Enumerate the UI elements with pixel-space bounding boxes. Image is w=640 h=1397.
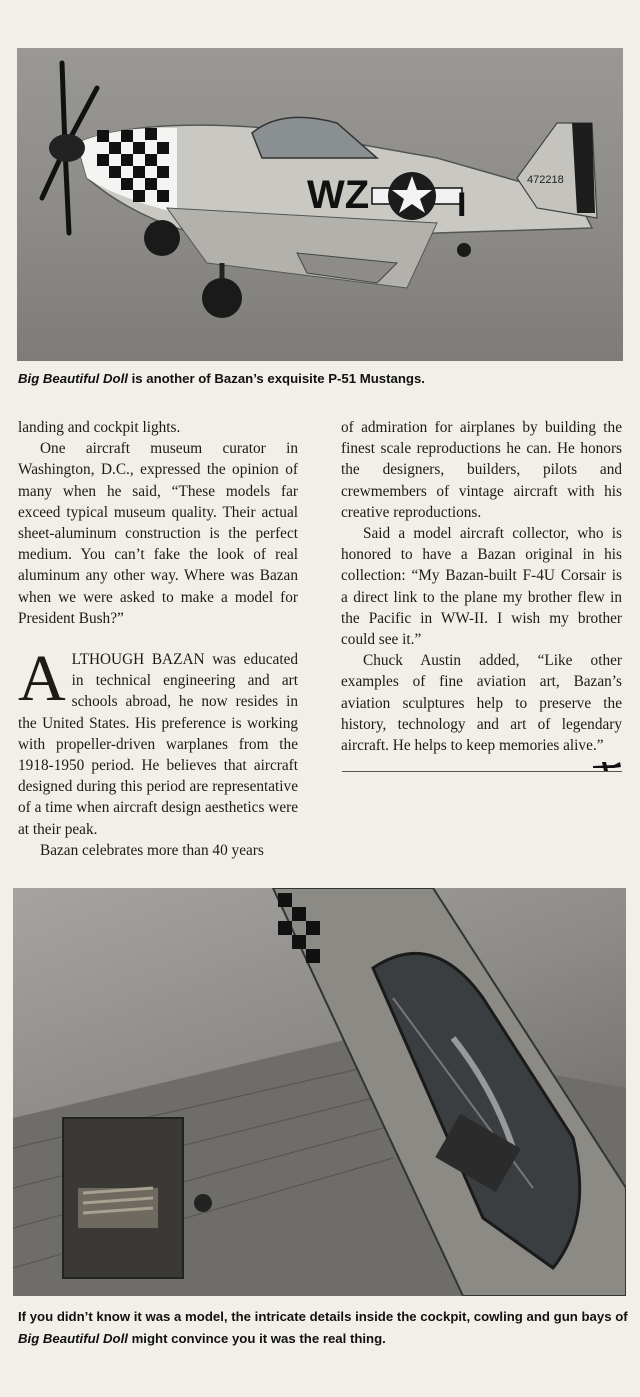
paragraph: of admiration for airplanes by building the finest scale reproductions he can. He honors the designers, builders, pilots and crewmembers of vintage aircraft with his creative reproductions. <box>341 419 622 521</box>
article-column-right <box>341 417 622 772</box>
paragraph-text: was educated in technical engineering and art schools abroad, he now resides in the United States. His preference is working with propeller-driven warplanes from the 1918-1950 period. He believes that aircraft designed during this period are representative of a time when aircraft design aesthetics were at their peak. <box>18 651 299 838</box>
section-divider <box>342 771 622 772</box>
fuselage-code: WZ <box>307 173 370 217</box>
caption-text: If you didn’t know it was a model, the intricate details inside the cockpit, cowling and gun bays of <box>18 1309 628 1324</box>
paragraph-closing <box>341 650 622 756</box>
fuselage-letter: I <box>457 186 467 224</box>
photo-p51-mustang-flight <box>17 48 623 361</box>
lead-in-caps: LTHOUGH BAZAN <box>71 651 205 669</box>
article-column-left <box>18 417 298 861</box>
paragraph: landing and cockpit lights. <box>18 419 181 436</box>
paragraph: Said a model aircraft collector, who is honored to have a Bazan original in his collection: “My Bazan-built F-4U Corsair is a direct link to the plane my brother flew in the Pacific in WW-II. I wish my brother could see it.” <box>341 525 622 649</box>
paragraph: Bazan celebrates more than 40 years <box>40 841 264 859</box>
paragraph: One aircraft museum curator in Washington, D.C., expressed the opinion of many when he said, “These models far exceed typical museum quality. Their actual sheet-aluminum construction is the perfect medium. You can’t fake the look of real aluminum any other way. Where was Bazan when we were asked to make a model for President Bush?” <box>18 440 298 627</box>
tail-serial: 472218 <box>527 174 564 186</box>
drop-cap-letter: A <box>18 642 66 716</box>
photo-caption-top <box>18 368 628 390</box>
paragraph-dropcap <box>18 642 299 840</box>
photo-cockpit-detail <box>13 888 626 1296</box>
caption-aircraft-name: Big Beautiful Doll <box>18 1331 128 1346</box>
caption-aircraft-name: Big Beautiful Doll <box>18 371 128 386</box>
caption-text: is another of Bazan’s exquisite P-51 Mustangs. <box>127 371 425 386</box>
caption-text-end: might convince you it was the real thing. <box>127 1331 386 1346</box>
cockpit-closeup-illustration <box>13 888 626 1296</box>
photo-caption-bottom <box>18 1306 628 1350</box>
paragraph-text: Chuck Austin added, “Like other examples of fine aviation art, Bazan’s aviation sculptures help to preserve the history, technology and art of legendary aircraft. He helps to keep memories alive.” <box>341 652 622 755</box>
p51-mustang-illustration <box>17 48 623 361</box>
